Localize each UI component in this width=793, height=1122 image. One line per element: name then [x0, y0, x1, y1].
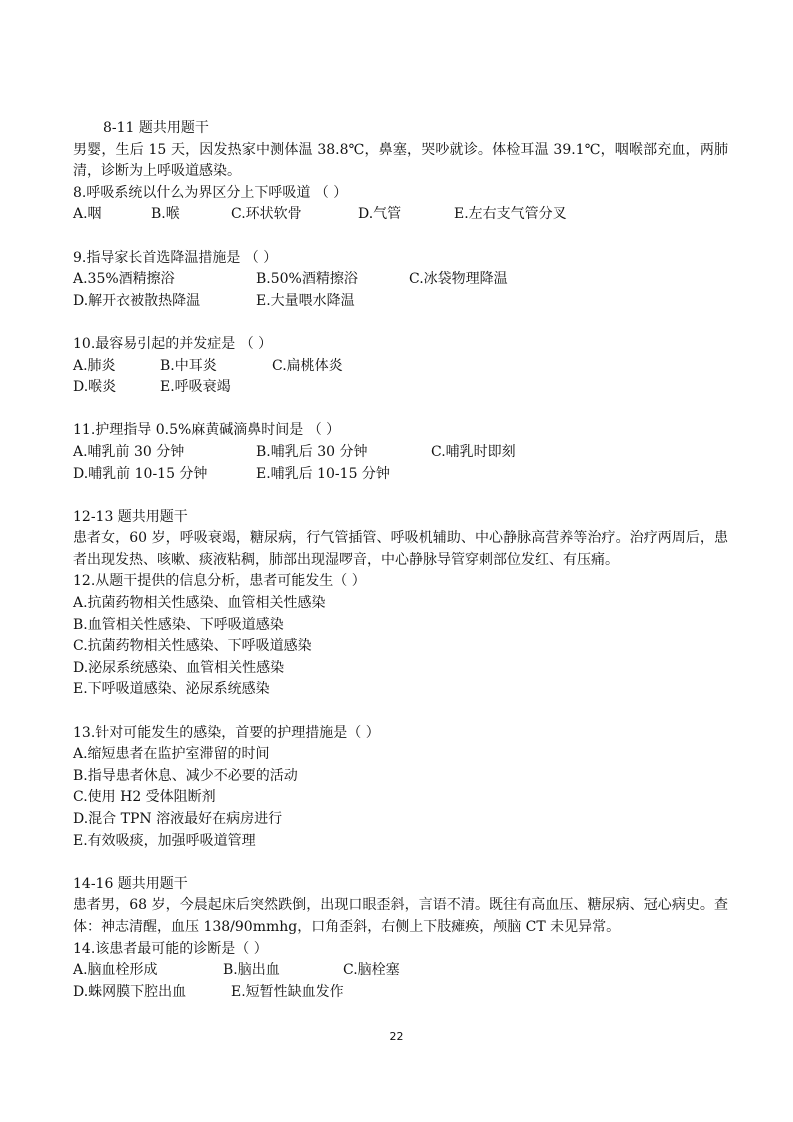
option: A.缩短患者在监护室滞留的时间 — [73, 746, 270, 763]
option-row — [73, 982, 728, 1004]
question-stem: 14.该患者最可能的诊断是（ ） — [73, 940, 268, 957]
option: C.使用 H2 受体阻断剂 — [73, 789, 216, 806]
option: A.肺炎 — [73, 357, 116, 374]
question-stem: 10.最容易引起的并发症是 （ ） — [73, 335, 273, 352]
case-stem: 男婴，生后 15 天，因发热家中测体温 38.8℃，鼻塞，哭吵就诊。体检耳温 39.1℃，咽喉部充血，两肺清，诊断为上呼吸道感染。 — [73, 141, 728, 180]
case-stem: 患者男，68 岁，今晨起床后突然跌倒，出现口眼歪斜，言语不清。既往有高血压、糖尿病、冠心病史。查体：神志清醒，血压 138/90mmhg，口角歪斜，右侧上下肢瘫痪，颅脑 CT 未见异常。 — [73, 897, 728, 935]
question-stem: 8.呼吸系统以什么为界区分上下呼吸道 （ ） — [73, 184, 348, 201]
option: C.脑栓塞 — [343, 962, 400, 979]
option: D.泌尿系统感染、血管相关性感染 — [73, 659, 285, 676]
option: B.中耳炎 — [160, 357, 217, 374]
option: B.喉 — [151, 206, 180, 223]
option: D.蛛网膜下腔出血 — [73, 983, 187, 1000]
option-row — [73, 269, 728, 291]
option: E.大量喂水降温 — [256, 292, 355, 309]
question-stem: 11.护理指导 0.5%麻黄碱滴鼻时间是 （ ） — [73, 422, 341, 439]
option: A.哺乳前 30 分钟 — [73, 443, 185, 460]
option-row — [73, 960, 728, 982]
option: D.喉炎 — [73, 379, 117, 396]
option: D.气管 — [358, 206, 402, 223]
option: D.混合 TPN 溶液最好在病房进行 — [73, 811, 283, 827]
option: C.抗菌药物相关性感染、下呼吸道感染 — [73, 638, 312, 655]
group-header: 8-11 题共用题干 — [103, 120, 209, 136]
case-stem: 患者女，60 岁，呼吸衰竭，糖尿病，行气管插管、呼吸机辅助、中心静脉高营养等治疗。治疗两周后，患者出现发热、咳嗽、痰液粘稠，肺部出现湿啰音，中心静脉导管穿刺部位发红、有压痛。 — [73, 530, 728, 568]
document-body — [73, 118, 728, 1003]
option-row — [73, 356, 728, 378]
option: A.35%酒精擦浴 — [73, 271, 175, 288]
option-row — [73, 204, 728, 226]
option: E.呼吸衰竭 — [160, 379, 231, 396]
option: B.50%酒精擦浴 — [256, 271, 358, 288]
option-row — [73, 464, 728, 486]
option: B.哺乳后 30 分钟 — [256, 443, 368, 460]
option: A.脑血栓形成 — [73, 962, 158, 979]
option-row — [73, 291, 728, 313]
option: E.短暂性缺血发作 — [231, 983, 344, 1000]
option: C.扁桃体炎 — [272, 357, 343, 374]
option: B.脑出血 — [223, 962, 280, 979]
option: B.血管相关性感染、下呼吸道感染 — [73, 616, 284, 633]
option: D.解开衣被散热降温 — [73, 292, 201, 309]
option: B.指导患者休息、减少不必要的活动 — [73, 767, 298, 784]
question-stem: 13.针对可能发生的感染，首要的护理措施是（ ） — [73, 724, 380, 741]
option: A.抗菌药物相关性感染、血管相关性感染 — [73, 595, 326, 612]
option: A.咽 — [73, 206, 102, 223]
group-header: 12-13 题共用题干 — [73, 508, 188, 525]
option-row — [73, 442, 728, 464]
option-row — [73, 377, 728, 399]
option: D.哺乳前 10-15 分钟 — [73, 465, 208, 482]
option: C.环状软骨 — [231, 206, 302, 223]
question-stem: 12.从题干提供的信息分析，患者可能发生（ ） — [73, 573, 366, 590]
page-number: 22 — [389, 1030, 404, 1043]
question-stem: 9.指导家长首选降温措施是 （ ） — [73, 249, 278, 266]
option: E.下呼吸道感染、泌尿系统感染 — [73, 681, 270, 698]
option: E.左右支气管分叉 — [454, 206, 567, 223]
option: E.有效吸痰，加强呼吸道管理 — [73, 832, 256, 849]
option: C.冰袋物理降温 — [409, 271, 508, 288]
group-header: 14-16 题共用题干 — [73, 875, 188, 892]
option: C.哺乳时即刻 — [431, 443, 516, 460]
option: E.哺乳后 10-15 分钟 — [256, 465, 390, 482]
